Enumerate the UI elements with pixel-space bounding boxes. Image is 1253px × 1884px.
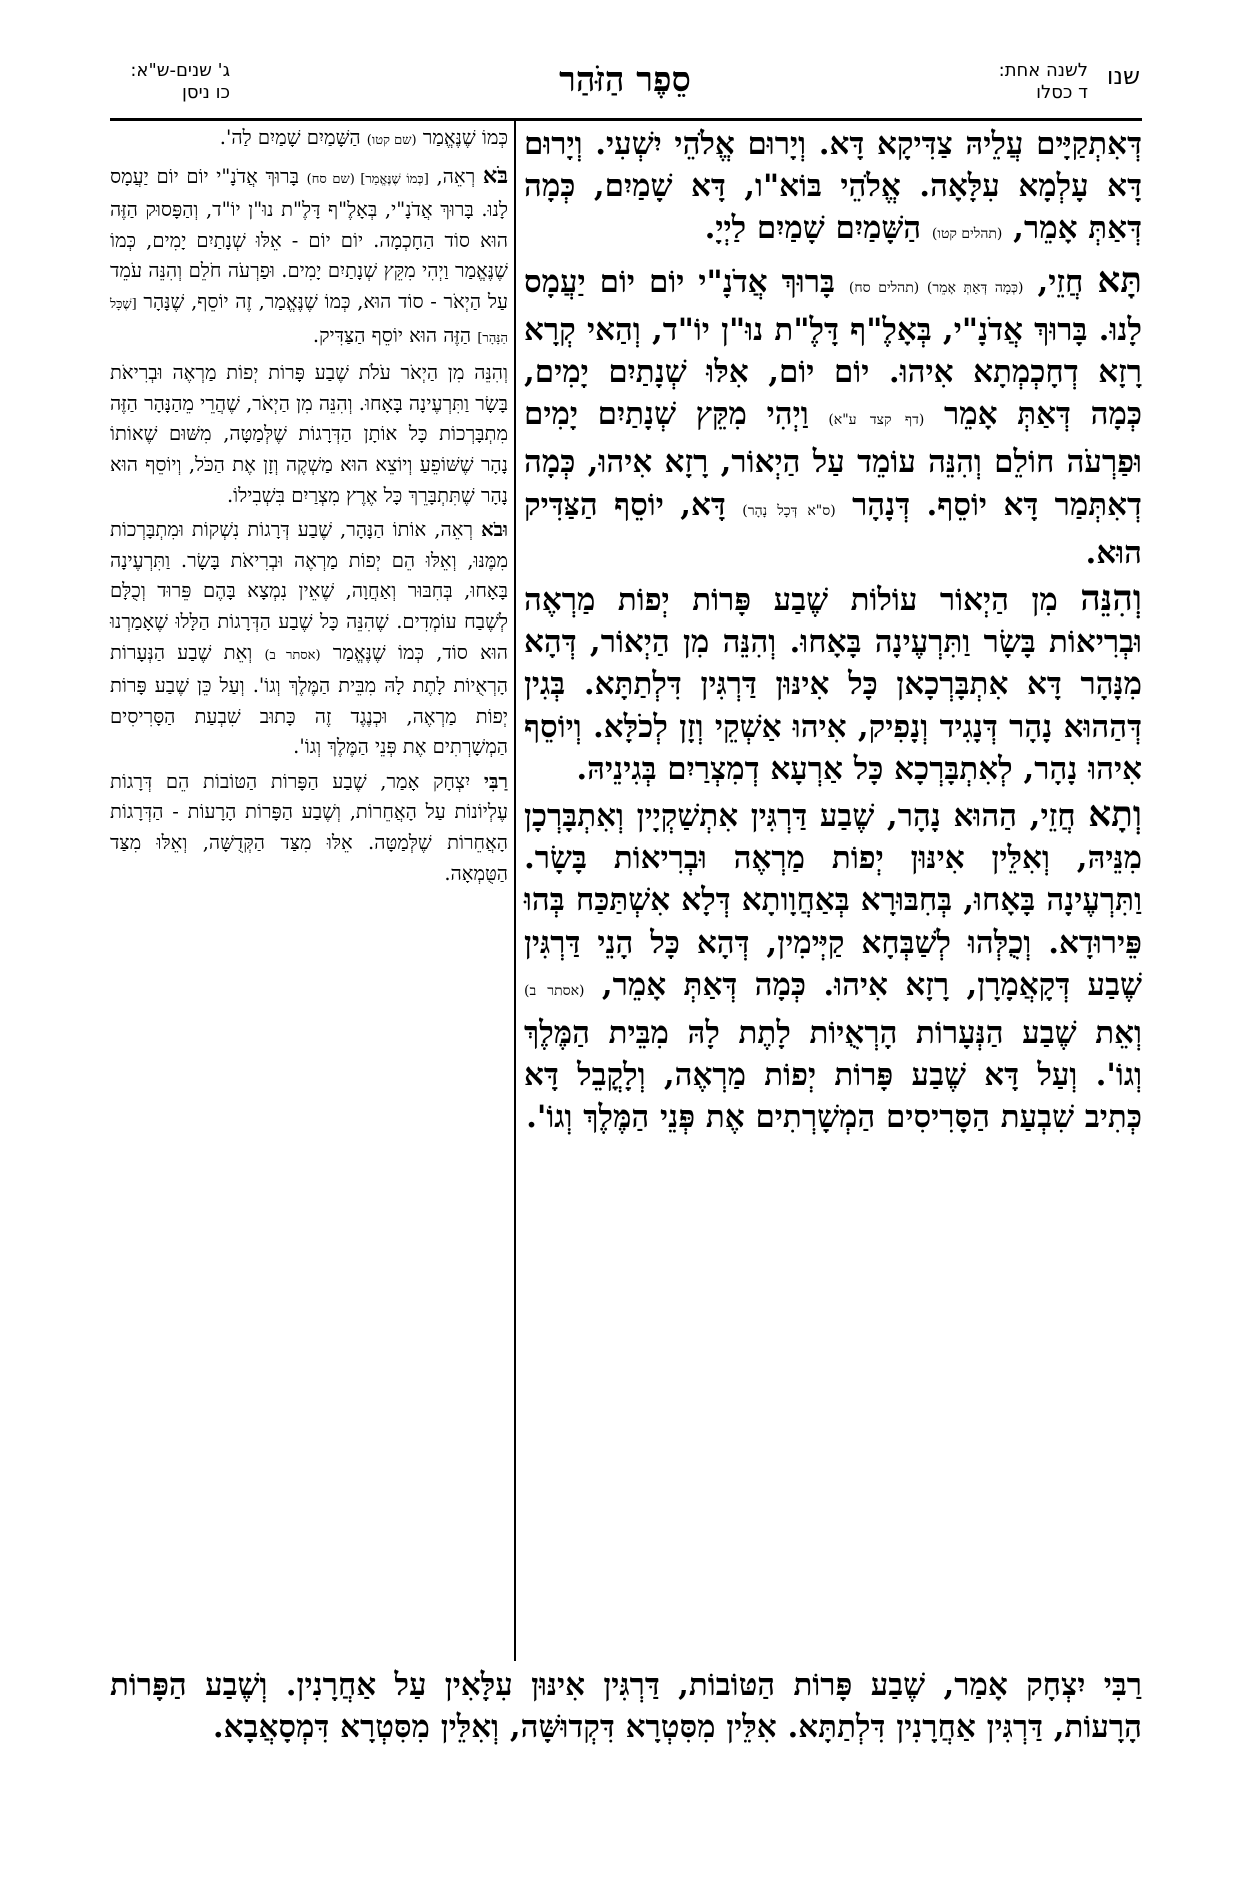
translation-text: הַזֶּה הוּא יוֹסֵף הַצַּדִּיק. — [312, 323, 472, 347]
opening-word: וְהִנֵּה — [474, 361, 509, 385]
translation-text: בָּרוּךְ אֲדֹנָ"י יוֹם יוֹם יַעֲמָס לָנוּ. בָּרוּךְ אֲדֹנָ"י, בְּאָלֶ"ף דָּלֶ"ת נוּ"ן יוֹ"ד, וְהַפָּסוּק הַזֶּה הוּא סוֹד הַחָכְמָה. יוֹם יוֹם - אֵלּוּ שְׁנָתַיִם יָמִים, כְּמוֹ שֶׁנֶּאֱמַר וַיְהִי מִקֵּץ שְׁנָתַיִם יָמִים. וּפַרְעֹה חֹלֵם וְהִנֵּה עֹמֵד עַל הַיְאֹר - סוֹד הוּא, כְּמוֹ שֶׁנֶּאֱמַר, זֶה יוֹסֵף, שֶׁנָּהָר — [110, 164, 508, 313]
translation-paragraph — [110, 515, 508, 763]
header-right-line1: לשנה אחת: — [998, 60, 1088, 81]
column-divider — [514, 121, 516, 1661]
translation-paragraph — [110, 358, 508, 511]
header-left — [110, 60, 230, 104]
verse-reference: (תהלים קטו) — [931, 226, 1003, 243]
main-paragraph — [524, 794, 1142, 1139]
main-paragraph — [524, 260, 1142, 574]
bottom-text-block — [110, 1664, 1142, 1748]
variant-reference: (ס"א דְּכָל נָהָר) — [742, 502, 836, 519]
main-text: וְאֵת שֶׁבַע הַנְּעָרוֹת הָרְאֻיוֹת לָתֶת לָהּ מִבֵּית הַמֶּלֶךְ וְגוֹ'. וְעַל דָּא שֶׁבַע פָּרוֹת יְפוֹת מַרְאֶה, וְלָקֳבֵל דָּא כְּתִיב שִׁבְעַת הַסָּרִיסִים הַמְשָׁרְתִים אֶת פְּנֵי הַמֶּלֶךְ וְגוֹ'. — [524, 1015, 1142, 1136]
translation-text: יִצְחָק אָמַר, שֶׁבַע הַפָּרוֹת הַטּוֹבוֹת הֵם דְּרָגוֹת עֶלְיוֹנוֹת עַל הָאֲחֵרוֹת, וְשֶׁבַע הַפָּרוֹת הָרָעוֹת - הַדְּרָגוֹת הָאֲחֵרוֹת שֶׁלְּמַטָּה. אֵלּוּ מִצַּד הַקְּדֻשָּׁה, וְאֵלּוּ מִצַּד הַטֻּמְאָה. — [110, 769, 508, 885]
header-left-line2: כו ניסן — [182, 82, 230, 103]
main-text: מִן הַיְאוֹר עוֹלוֹת שֶׁבַע פָּרוֹת יְפוֹת מַרְאֶה וּבְרִיאוֹת בָּשָׂר וַתִּרְעֶינָה בָּאָחוּ. וְהִנֵּה מִן הַיְאוֹר, דְּהָא מִנָּהָר דָּא אִתְבָּרְכָאן כָּל אִינּוּן דַּרְגִּין דִּלְתַתָּא. בְּגִין דְּהַהוּא נָהָר דְּנָגִיד וְנָפִיק, אִיהוּ אַשְׁקֵי וְזָן לְכֹלָּא. וְיוֹסֵף אִיהוּ נָהָר, לְאִתְבָּרְכָא כָּל אַרְעָא דְמִצְרַיִם בְּגִינֵיהּ. — [524, 582, 1142, 787]
verse-reference: (אסתר ב) — [524, 982, 585, 999]
header-divider — [110, 118, 1142, 121]
verse-reference: (שם קטו) — [366, 133, 417, 148]
page-header — [110, 60, 1140, 115]
main-text: וַיְהִי מִקֵּץ שְׁנָתַיִם יָמִים וּפַרְעֹה חוֹלֵם וְהִנֵּה עוֹמֵד עַל הַיְאוֹר, רָזָא אִיהוּ, כְּמָה דְאִתְּמַר דָּא יוֹסֵף. דְּנָהָר — [524, 396, 1142, 523]
main-text: דְּאִתְקַיָּים עֲלֵיהּ צַדִּיקָא דָּא. וְיָרוּם אֱלֹהֵי יִשְׁעִי. וְיָרוּם דָּא עָלְמָא עִלָּאָה. אֱלֹהֵי בּוֹא"ו, דָּא שָׁמַיִם, כְּמָה דְּאַתְּ אָמֵר, — [524, 126, 1142, 247]
main-text: הַשָּׁמַיִם שָׁמַיִם לַיְיָ. — [704, 210, 922, 247]
opening-word: בֹּא — [482, 162, 508, 189]
opening-word: רַבִּי — [1103, 1667, 1142, 1703]
verse-reference: [כְּמוֹ שֶׁנֶּאֱמַר] (שם סח) — [306, 171, 429, 187]
translation-text: הַשָּׁמַיִם שָׁמַיִם לַה'. — [219, 126, 361, 149]
verse-reference: (כְּמָה דְּאַתְּ אָמֵר) (תהלים סח) — [848, 279, 1024, 296]
translation-text: רְאֵה, — [436, 164, 476, 188]
main-paragraph — [524, 578, 1142, 790]
opening-word: תָּא — [1097, 259, 1143, 301]
translation-paragraph — [110, 767, 508, 889]
translation-text: כְּמוֹ שֶׁנֶּאֱמַר — [422, 126, 508, 149]
variant-reference: [שֶׁכָּל הַנָּהָר] — [110, 296, 508, 346]
main-paragraph — [524, 123, 1142, 256]
opening-word: וּבֹא — [481, 518, 508, 542]
header-schedule-label: שנו — [1106, 62, 1140, 90]
main-text: חֲזֵי, הַהוּא נָהָר, שֶׁבַע דַּרְגִּין אִתְשַׁקְיָין וְאִתְבָּרְכָן מִנֵּיהּ, וְאִלֵּין אִינּוּן יְפוֹת מַרְאֶה וּבְרִיאוֹת בָּשָׂר. וַתִּרְעֶינָה בָּאָחוּ, בְּחִבּוּרָא בְּאַחֲוָותָא דְּלָא אִשְׁתַּכַּח בְּהוּ פֵּירוּדָא. וְכֻלְּהוּ לְשַׁבְּחָא קַיְּימִין, דְּהָא כָּל הָנֵי דַּרְגִּין שֶׁבַע דְּקָאֲמָרָן, רָזָא אִיהוּ. כְּמָה דְּאַתְּ אָמֵר, — [524, 798, 1142, 1003]
main-text: יִצְחָק אָמַר, שֶׁבַע פָּרוֹת הַטּוֹבוֹת, דַּרְגִּין אִינּוּן עִלָּאִין עַל אַחֲרָנִין. וְשֶׁבַע הַפָּרוֹת הָרָעוֹת, דַּרְגִּין אַחֲרָנִין דִּלְתַתָּא. אִלֵּין מִסִּטְרָא דִּקְדוּשָּׁה, וְאִלֵּין מִסִּטְרָא דִּמְסָאֲבָא. — [110, 1667, 1142, 1746]
main-text: חֲזֵי, — [1037, 263, 1084, 300]
main-text-column — [524, 123, 1142, 1143]
page-reference: (דף קצד ע"א) — [828, 412, 925, 429]
opening-word: רַבִּי — [483, 769, 509, 793]
opening-word: וְהִנֵּה — [1080, 578, 1142, 620]
main-text: בָּרוּךְ אֲדֹנָ"י יוֹם יוֹם יַעֲמָס לָנוּ. בָּרוּךְ אֲדֹנָ"י, בְּאָלֶ"ף דָּלֶ"ת נוּ"ן יוֹ"ד, וְהַאי קְרָא רָזָא דְחָכְמְתָא אִיהוּ. יוֹם יוֹם, אִלּוּ שְׁנָתַיִם יָמִים, כְּמָה דְּאַתְּ אָמֵר — [524, 263, 1142, 433]
header-left-line1: ג' שנים-ש"א: — [130, 60, 230, 81]
translation-text: רְאֵה, אוֹתוֹ הַנָּהָר, שֶׁבַע דְּרָגוֹת נִשְׁקוֹת וּמִתְבָּרְכוֹת מִמֶּנּוּ, וְאֵלּוּ הֵם יְפוֹת מַרְאֶה וּבְרִיאֹת בָּשָׂר. וַתִּרְעֶינָה בָּאָחוּ, בְּחִבּוּר וְאַחֲוָה, שֶׁאֵין נִמְצָא בָּהֶם פֵּרוּד וְכֻלָּם לְשֶׁבַח עוֹמְדִים. שֶׁהִנֵּה כָּל שֶׁבַע הַדְּרָגוֹת הַלָּלוּ שֶׁאָמַרְנוּ הוּא סוֹד, כְּמוֹ שֶׁנֶּאֱמַר — [110, 518, 508, 664]
translation-column — [110, 123, 508, 893]
translation-text: וְאֵת שֶׁבַע הַנְּעָרוֹת הָרְאֻיוֹת לָתֶת לָהּ מִבֵּית הַמֶּלֶךְ וְגוֹ'. וְעַל כֵּן שֶׁבַע פָּרוֹת יְפוֹת מַרְאֶה, וּכְנֶגֶד זֶה כָּתוּב שִׁבְעַת הַסָּרִיסִים הַמְשָׁרְתִים אֶת פְּנֵי הַמֶּלֶךְ וְגוֹ'. — [110, 640, 508, 759]
main-text: דָּא, יוֹסֵף הַצַּדִּיק הוּא. — [524, 486, 1142, 571]
opening-word: וְתָא — [1088, 794, 1143, 836]
page-title: סֵפֶר הַזֹּהַר — [559, 60, 691, 100]
translation-paragraph — [110, 161, 508, 355]
header-right-line2: ד כסלו — [1036, 82, 1088, 103]
translation-text: מִן הַיְאֹר עֹלֹת שֶׁבַע פָּרוֹת יְפוֹת מַרְאֶה וּבְרִיאֹת בָּשָׂר וַתִּרְעֶינָה בָּאָחוּ. וְהִנֵּה מִן הַיְאֹר, שֶׁהֲרֵי מֵהַנָּהָר הַזֶּה מִתְבָּרְכוֹת כָּל אוֹתָן הַדְּרָגוֹת שֶׁלְּמַטָּה, מִשּׁוּם שֶׁאוֹתוֹ נָהָר שֶׁשּׁוֹפֵעַ וְיוֹצֵא הוּא מַשְׁקֶה וְזָן אֶת הַכֹּל, וְיוֹסֵף הוּא נָהָר שֶׁתִּתְבָּרֵךְ כָּל אֶרֶץ מִצְרַיִם בִּשְׁבִילוֹ. — [110, 361, 508, 507]
verse-reference: (אסתר ב) — [264, 647, 321, 663]
translation-paragraph — [110, 123, 508, 157]
